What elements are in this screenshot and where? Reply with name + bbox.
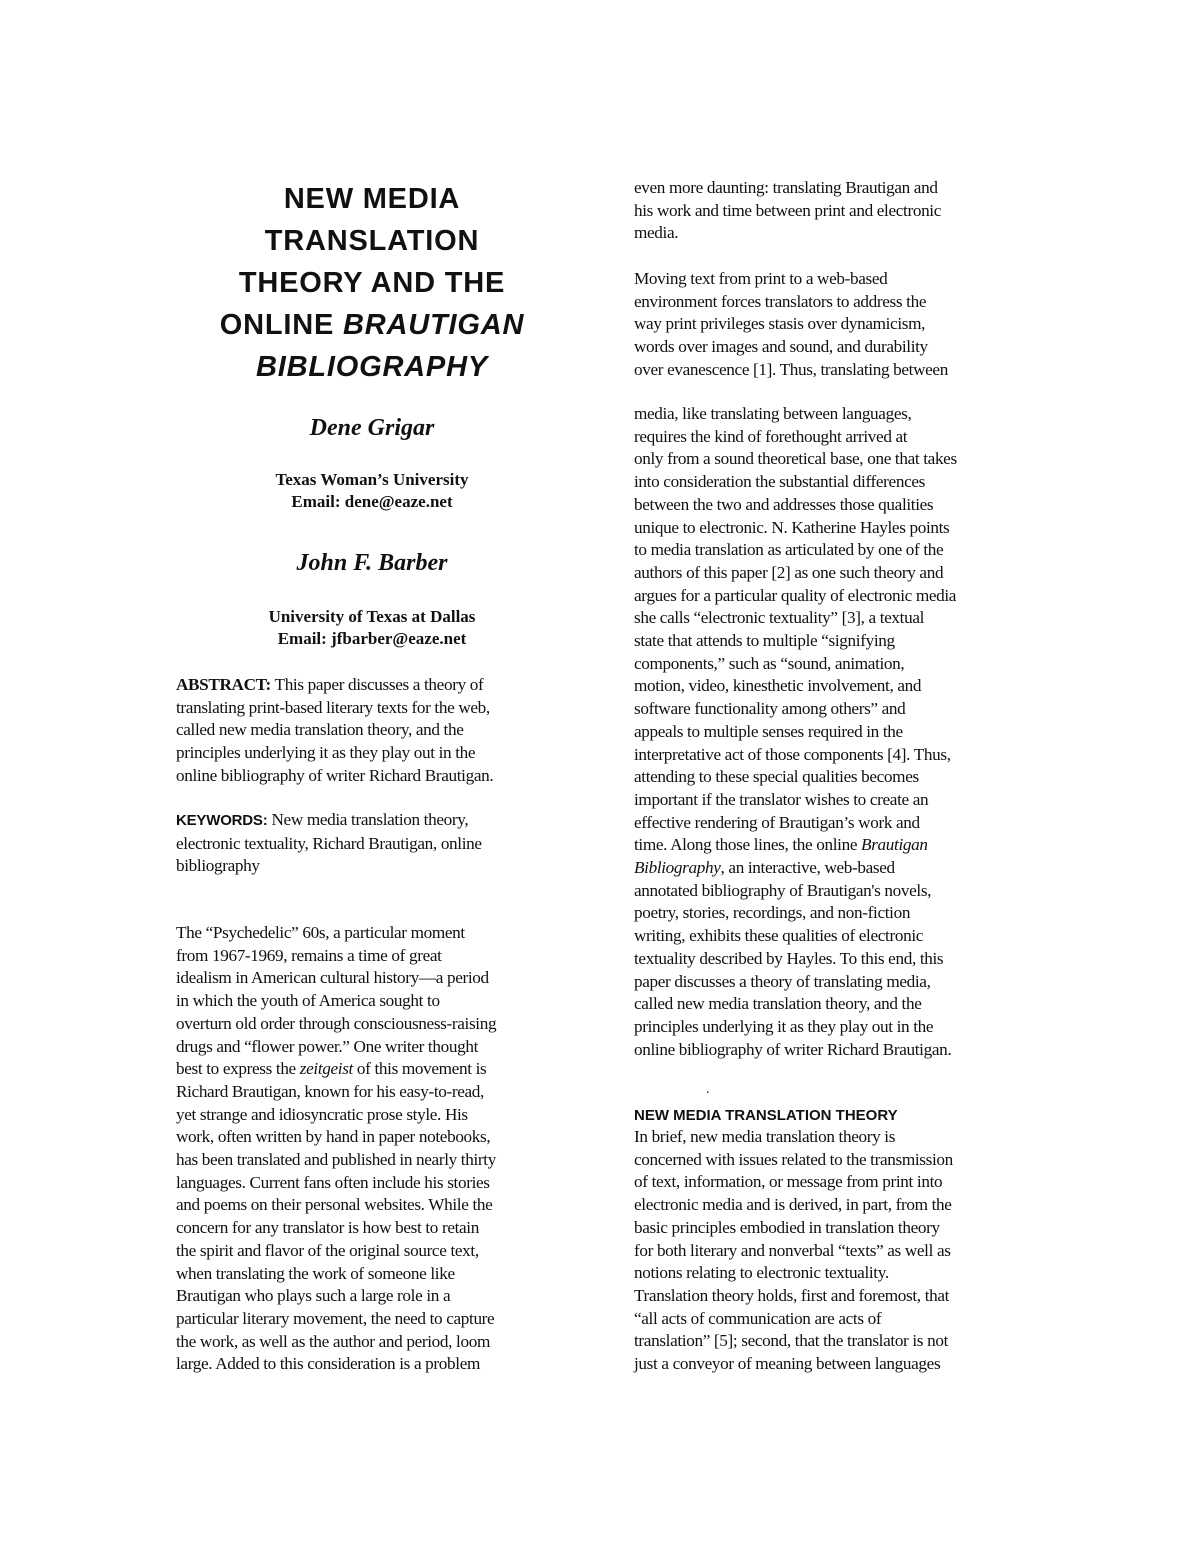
text-line: unique to electronic. N. Katherine Hayles points — [634, 517, 950, 537]
abstract-line: This paper discusses a theory of — [270, 675, 484, 694]
text-line: requires the kind of forethought arrived at — [634, 426, 908, 446]
title-line-5: BIBLIOGRAPHY — [256, 351, 488, 383]
text-line: annotated bibliography of Brautigan's novels, — [634, 880, 932, 900]
text-line: into consideration the substantial differences — [634, 472, 925, 492]
text-line: only from a sound theoretical base, one that takes — [634, 449, 957, 469]
text-line: for both literary and nonverbal “texts” as well as — [634, 1240, 951, 1260]
email-text: Email: dene@eaze.net — [291, 492, 453, 511]
text-line: effective rendering of Brautigan’s work and — [634, 812, 920, 832]
text-line: attending to these special qualities becomes — [634, 767, 919, 787]
text-line: concern for any translator is how best to retain — [176, 1218, 479, 1238]
text-line: notions relating to electronic textuality. — [634, 1263, 889, 1283]
text-line: appeals to multiple senses required in the — [634, 721, 903, 741]
keywords — [176, 809, 482, 878]
text-line: motion, video, kinesthetic involvement, and — [634, 676, 922, 696]
text-line: translation” [5]; second, that the translator is not — [634, 1331, 949, 1351]
keywords-line: New media translation theory, — [267, 810, 469, 829]
text-line: his work and time between print and electronic — [634, 200, 942, 220]
text-line: particular literary movement, the need to capture — [176, 1308, 495, 1328]
title-line-3: THEORY AND THE — [238, 267, 506, 299]
text-line: Moving text from print to a web-based — [634, 269, 888, 288]
abstract-line: principles underlying it as they play out in the — [176, 743, 476, 763]
title-line-1: NEW MEDIA — [283, 183, 461, 215]
text-line: , an interactive, web-based — [720, 858, 895, 878]
italic-title: Bibliography — [634, 858, 721, 878]
text-line: yet strange and idiosyncratic prose style. His — [176, 1104, 468, 1124]
text-line: best to express the — [176, 1059, 300, 1079]
text-line: the spirit and flavor of the original source text, — [176, 1240, 479, 1260]
text-line: electronic media and is derived, in part, from the — [634, 1195, 952, 1215]
text-line: to media translation as articulated by one of the — [634, 540, 944, 560]
stray-mark: . — [706, 1082, 710, 1097]
text-line: interpretative act of those components [4]. Thus, — [634, 744, 951, 764]
text-line: principles underlying it as they play out in the — [634, 1016, 934, 1036]
text-line: In brief, new media translation theory is — [634, 1127, 896, 1146]
text-line: idealism in American cultural history—a period — [176, 968, 489, 988]
section-heading: NEW MEDIA TRANSLATION THEORY — [634, 1107, 898, 1124]
abstract-line: online bibliography of writer Richard Brautigan. — [176, 765, 494, 785]
text-line: concerned with issues related to the transmission — [634, 1149, 953, 1169]
intro-paragraph — [176, 922, 496, 1376]
text-line: just a conveyor of meaning between languages — [634, 1354, 941, 1374]
author-name-2: John F. Barber — [296, 550, 448, 576]
text-line: languages. Current fans often include his stories — [176, 1172, 490, 1192]
keywords-label: KEYWORDS: — [176, 812, 268, 829]
text-line: Richard Brautigan, known for his easy-to-read, — [176, 1081, 484, 1101]
text-line: has been translated and published in nearly thirty — [176, 1150, 496, 1170]
email-text: Email: jfbarber@eaze.net — [277, 629, 467, 648]
author-name-1: Dene Grigar — [309, 415, 435, 441]
text-line: of text, information, or message from print into — [634, 1172, 943, 1192]
text-line: way print privileges stasis over dynamicism, — [634, 314, 926, 334]
affiliation-text: University of Texas at Dallas — [268, 607, 476, 626]
text-line: from 1967-1969, remains a time of great — [176, 945, 442, 965]
text-line: basic principles embodied in translation theory — [634, 1217, 940, 1237]
abstract-label: ABSTRACT: — [176, 675, 271, 694]
text-line: authors of this paper [2] as one such theory and — [634, 562, 944, 582]
text-line: important if the translator wishes to create an — [634, 789, 929, 809]
italic-term: zeitgeist — [299, 1059, 353, 1079]
italic-title: Brautigan — [861, 835, 928, 855]
affiliation-text: Texas Woman’s University — [275, 470, 469, 489]
text-line: of this movement is — [352, 1059, 487, 1079]
text-line: state that attends to multiple “signifying — [634, 631, 895, 651]
text-line: between the two and addresses those qualities — [634, 494, 934, 514]
abstract-line: called new media translation theory, and the — [176, 720, 464, 740]
text-line: argues for a particular quality of electronic media — [634, 585, 957, 605]
keywords-line: electronic textuality, Richard Brautigan, online — [176, 833, 482, 853]
text-line: paper discusses a theory of translating media, — [634, 971, 931, 991]
paragraph-print-to-web — [634, 268, 948, 382]
section-body — [634, 1126, 953, 1376]
author-affiliation-2 — [176, 606, 568, 650]
text-line: Translation theory holds, first and foremost, that — [634, 1285, 950, 1305]
text-line: called new media translation theory, and the — [634, 994, 922, 1014]
text-line: large. Added to this consideration is a problem — [176, 1354, 481, 1374]
text-line: drugs and “flower power.” One writer thought — [176, 1036, 478, 1056]
title-line-4-italic: BRAUTIGAN — [343, 309, 525, 341]
title-line-2: TRANSLATION — [264, 225, 480, 257]
text-line: overturn old order through consciousness-raising — [176, 1013, 497, 1033]
author-affiliation-1 — [176, 469, 568, 513]
title-line-4: ONLINE — [219, 309, 344, 341]
text-line: environment forces translators to address the — [634, 291, 927, 311]
text-line: in which the youth of America sought to — [176, 991, 440, 1011]
paragraph-media-translation — [634, 403, 957, 1061]
text-line: when translating the work of someone like — [176, 1263, 455, 1283]
text-line: The “Psychedelic” 60s, a particular moment — [176, 923, 465, 942]
text-line: poetry, stories, recordings, and non-fiction — [634, 903, 911, 923]
text-line: components,” such as “sound, animation, — [634, 653, 905, 673]
text-line: she calls “electronic textuality” [3], a textual — [634, 608, 925, 628]
text-line: time. Along those lines, the online — [634, 835, 862, 855]
keywords-line: bibliography — [176, 856, 260, 876]
text-line: textuality described by Hayles. To this end, this — [634, 948, 944, 968]
text-line: the work, as well as the author and period, loom — [176, 1331, 490, 1351]
text-line: and poems on their personal websites. While the — [176, 1195, 493, 1215]
text-line: even more daunting: translating Brautigan and — [634, 178, 938, 197]
text-line: “all acts of communication are acts of — [634, 1308, 882, 1328]
text-line: writing, exhibits these qualities of electronic — [634, 926, 924, 946]
abstract — [176, 674, 493, 788]
text-line: over evanescence [1]. Thus, translating between — [634, 359, 948, 379]
abstract-line: translating print-based literary texts for the web, — [176, 697, 490, 717]
text-line: software functionality among others” and — [634, 699, 906, 719]
text-line: media. — [634, 223, 679, 243]
text-line: Brautigan who plays such a large role in a — [176, 1286, 451, 1306]
text-line: words over images and sound, and durability — [634, 337, 928, 357]
continued-paragraph — [634, 177, 941, 245]
paper-title — [176, 178, 568, 388]
text-line: online bibliography of writer Richard Brautigan. — [634, 1039, 952, 1059]
text-line: media, like translating between languages, — [634, 404, 912, 423]
text-line: work, often written by hand in paper notebooks, — [176, 1127, 491, 1147]
